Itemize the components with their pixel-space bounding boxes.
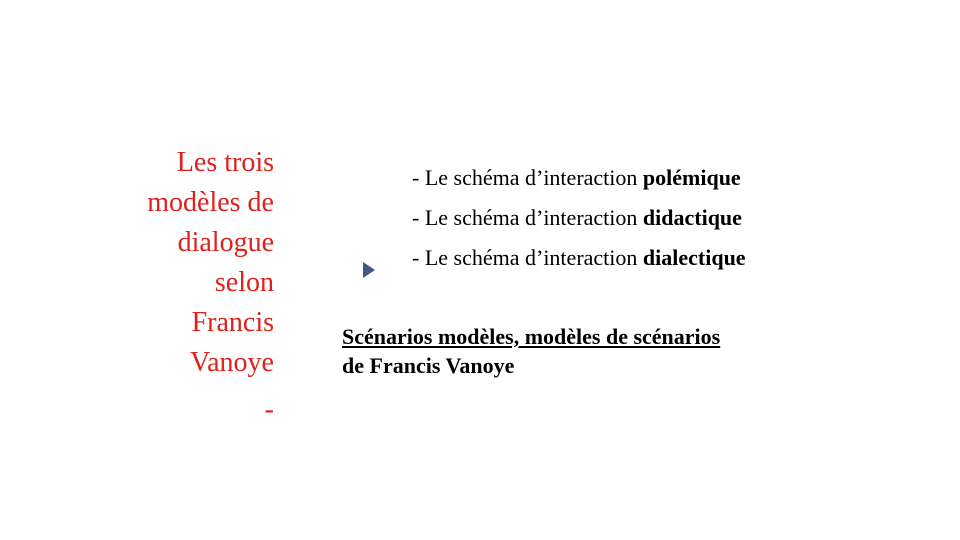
interaction-schema-list [412, 158, 746, 278]
list-item-prefix: - Le schéma d’interaction [412, 245, 643, 270]
title-line: selon [214, 267, 274, 298]
list-item [412, 158, 746, 198]
title-trailing-dash: - [264, 394, 274, 425]
list-item-prefix: - Le schéma d’interaction [412, 165, 643, 190]
list-item-prefix: - Le schéma d’interaction [412, 205, 643, 230]
reference-title: Scénarios modèles, modèles de scénarios [342, 324, 721, 349]
list-item [412, 198, 746, 238]
list-item-emphasis: polémique [642, 165, 741, 190]
book-reference [342, 322, 720, 380]
title-line: Francis [191, 307, 274, 338]
list-item-emphasis: didactique [642, 205, 742, 230]
title-line: Les trois [176, 147, 274, 178]
title-line: Vanoye [190, 347, 274, 378]
list-item-emphasis: dialectique [642, 245, 746, 270]
reference-author: de Francis Vanoye [342, 353, 515, 378]
list-item [412, 238, 746, 278]
title-line: modèles de [147, 187, 274, 218]
title-line: dialogue [177, 227, 274, 258]
slide-title [60, 143, 274, 383]
play-triangle-icon [363, 262, 375, 278]
